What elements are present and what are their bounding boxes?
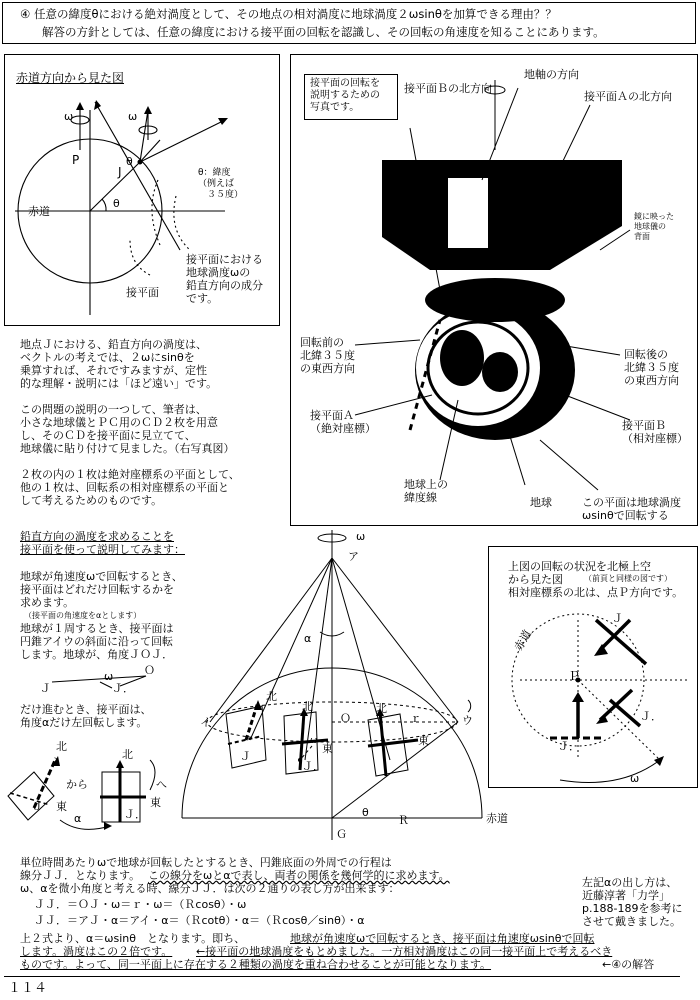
bottom-line2b: この線分をωとαで表し、両者の関係を幾何学的に求めます。	[148, 869, 450, 882]
fig3-jd: Ｊ．	[640, 710, 662, 723]
fig3-p: Ｐ	[568, 669, 581, 683]
photo-plane-b: 接平面Ｂ （相対座標）	[622, 419, 688, 445]
fig1-title: 赤道方向から見た図	[16, 71, 125, 85]
section2-paragraph3: だけ進むとき、接平面は、 角度αだけ左回転します。	[20, 703, 152, 729]
fig1-omega-left: ω	[64, 110, 74, 123]
cone-alpha: α	[304, 632, 312, 645]
cone-point-o: Ｏ	[340, 712, 351, 725]
cone-j: Ｊ	[240, 750, 251, 763]
section2-note: （接平面の角速度をαとします）	[24, 611, 142, 620]
fig3-omega: ω	[630, 772, 640, 785]
photo-mirror-note: 鏡に映った 地球儀の 背面	[634, 212, 674, 241]
side-note: 左記αの出し方は、 近藤淳著「力学」 p.188-189を参考に させて戴きました。	[582, 876, 683, 928]
bottom-rule	[4, 976, 680, 977]
fig1-omega-right: ω	[128, 110, 138, 123]
fig1-point-j: J	[118, 165, 122, 179]
section2-paragraph2: 地球が１周するとき、接平面は 円錐アイウの斜面に沿って回転 します。地球が、角度ＪＯＪ．	[20, 622, 174, 661]
fig3-equator: 赤道	[511, 627, 535, 654]
cone-east-mid: 東	[322, 742, 333, 755]
bottom-line6: ものです。よって、同一平面上に存在する２種類の渦度を重ね合わせることが可能となります。	[20, 958, 492, 971]
bottom-line1: 単位時間あたりωで地球が回転したとするとき、円錐底面の外周での行程は	[20, 856, 392, 869]
cone-omega-small: ω	[310, 736, 318, 746]
photo-caption: 接平面の回転を 説明するための 写真です。	[310, 78, 380, 113]
small-north-right: 北	[122, 748, 133, 761]
bottom-line5b: ←接平面の地球渦度をもとめました。一方相対渦度はこの同一接平面上で考えるべき	[196, 945, 613, 958]
small-alpha: α	[74, 812, 82, 825]
photo-earth: 地球	[530, 496, 552, 509]
small-kara: から	[66, 778, 88, 791]
fig1-plane-vorticity-note: 接平面における 地球渦度ωの 鉛直方向の成分 です。	[186, 253, 263, 305]
explanation-text: 地点Ｊにおける、鉛直方向の渦度は、 ベクトルの考えでは、２ωにsinθを 乗算すれば、それですみますが、定性 的な理解・説明には「ほど遠い」です。 この問題の説明の一つして、筆者は、 小さな地球儀とＰＣ用のＣＤ２枚を用意 し、そのＣＤを接平面に見立てて、 地球儀に貼り付けて見ました。（右写真図） ２枚の内の１枚は絶対座標系の平面として、 他の１枚は、回転系の相対座標系の平面と して考えるためのものです。	[20, 338, 240, 507]
cone-point-u: ウ	[462, 714, 473, 727]
bottom-line2a: 線分ＪＪ．となります。	[20, 869, 141, 882]
fig1-theta-lower: θ	[113, 197, 120, 210]
fig1-plane-label: 接平面	[126, 286, 159, 299]
bottom-equation2: ＪＪ．＝アＪ・α＝アイ・α＝（Ｒcotθ）・α＝（Ｒcosθ／sinθ）・α	[34, 914, 365, 927]
bottom-line3: ω、αを微小角度と考える時、線分ＪＪ．は次の２通りの表し方が出来ます：	[20, 882, 400, 895]
bottom-line4b: 地球が角速度ωで回転するとき、接平面は角速度ωsinθで回転	[290, 932, 595, 945]
bottom-line5a: します。渦度はこの２倍です。	[20, 945, 173, 958]
small-he: へ	[156, 778, 167, 791]
photo-before-rotation: 回転前の 北緯３５度 の東西方向	[300, 336, 355, 375]
cone-jd: Ｊ．	[302, 760, 324, 773]
section2-heading: 鉛直方向の渦度を求めることを 接平面を使って説明してみます：	[20, 530, 185, 556]
small-j-right: Ｊ．	[124, 808, 146, 821]
cone-north-left: 北	[266, 690, 277, 703]
small-east-left: 東	[56, 800, 67, 813]
cone-theta: θ	[362, 806, 369, 819]
fig1-point-p: P	[72, 153, 80, 167]
small-j-left: Ｊ	[32, 800, 43, 813]
cone-point-i: イ	[200, 716, 211, 729]
bottom-equation1: ＪＪ．＝ＯＪ・ω＝ｒ・ω＝（Ｒcosθ）・ω	[34, 898, 247, 911]
section2-jd: Ｊ．	[112, 682, 134, 695]
fig1-theta-upper: θ	[126, 155, 133, 168]
cone-east-right: 東	[418, 734, 429, 747]
section2-omega: ω	[104, 670, 114, 683]
section2-j: Ｊ	[40, 682, 51, 695]
section2-paragraph: 地球が角速度ωで回転するとき、 接平面はどれだけ回転するかを 求めます。	[20, 570, 183, 609]
photo-plane-a-north: 接平面Ａの北方向	[584, 90, 672, 103]
bottom-line4a: 上２式より、α＝ωsinθ となります。即ち、	[20, 932, 246, 945]
fig3-caption-small: （前頁と同様の図です）	[584, 574, 672, 583]
small-north-left: 北	[56, 740, 67, 753]
photo-latitude-line: 地球上の 緯度線	[404, 478, 448, 504]
photo-rotation-note: この平面は地球渦度 ωsinθで回転する	[582, 496, 681, 522]
cone-omega: ω	[356, 530, 366, 543]
cone-radius-big-r: Ｒ	[398, 814, 409, 827]
section2-o: Ｏ	[144, 664, 155, 677]
bottom-line6-end: ←④の解答	[602, 958, 655, 971]
fig1-latitude-note: θ：緯度 （例えば ３５度）	[198, 168, 244, 200]
cone-equator-label: 赤道	[486, 812, 508, 825]
page-number: １１４	[8, 981, 48, 996]
photo-axis-direction: 地軸の方向	[524, 68, 579, 81]
fig3-j: Ｊ	[612, 612, 623, 625]
cone-center-g: Ｇ	[336, 828, 347, 841]
photo-plane-a: 接平面Ａ （絶対座標）	[310, 409, 376, 435]
cone-radius-r: ｒ	[410, 712, 421, 725]
small-east-right: 東	[150, 796, 161, 809]
photo-after-rotation: 回転後の 北緯３５度 の東西方向	[624, 348, 679, 387]
photo-plane-b-north: 接平面Ｂの北方向	[404, 82, 492, 95]
fig3-caption: 上図の回転の状況を北極上空 から見た図	[508, 560, 651, 586]
header-line1: ④ 任意の緯度θにおける絶対渦度として、その地点の相対渦度に地球渦度２ωsinθを加算できる理由？？	[20, 7, 557, 21]
header-line2: 解答の方針としては、任意の緯度における接平面の回転を認識し、その回転の角速度を知ることにあります。	[42, 25, 605, 39]
fig3-jd2: Ｊ．	[558, 740, 580, 753]
fig1-equator-label: 赤道	[28, 205, 50, 218]
cone-apex-a: ア	[348, 550, 359, 563]
cone-north-right: 北	[376, 702, 387, 715]
fig3-caption2: 相対座標系の北は、点Ｐ方向です。	[508, 586, 684, 599]
cone-north-mid: 北	[302, 700, 313, 713]
